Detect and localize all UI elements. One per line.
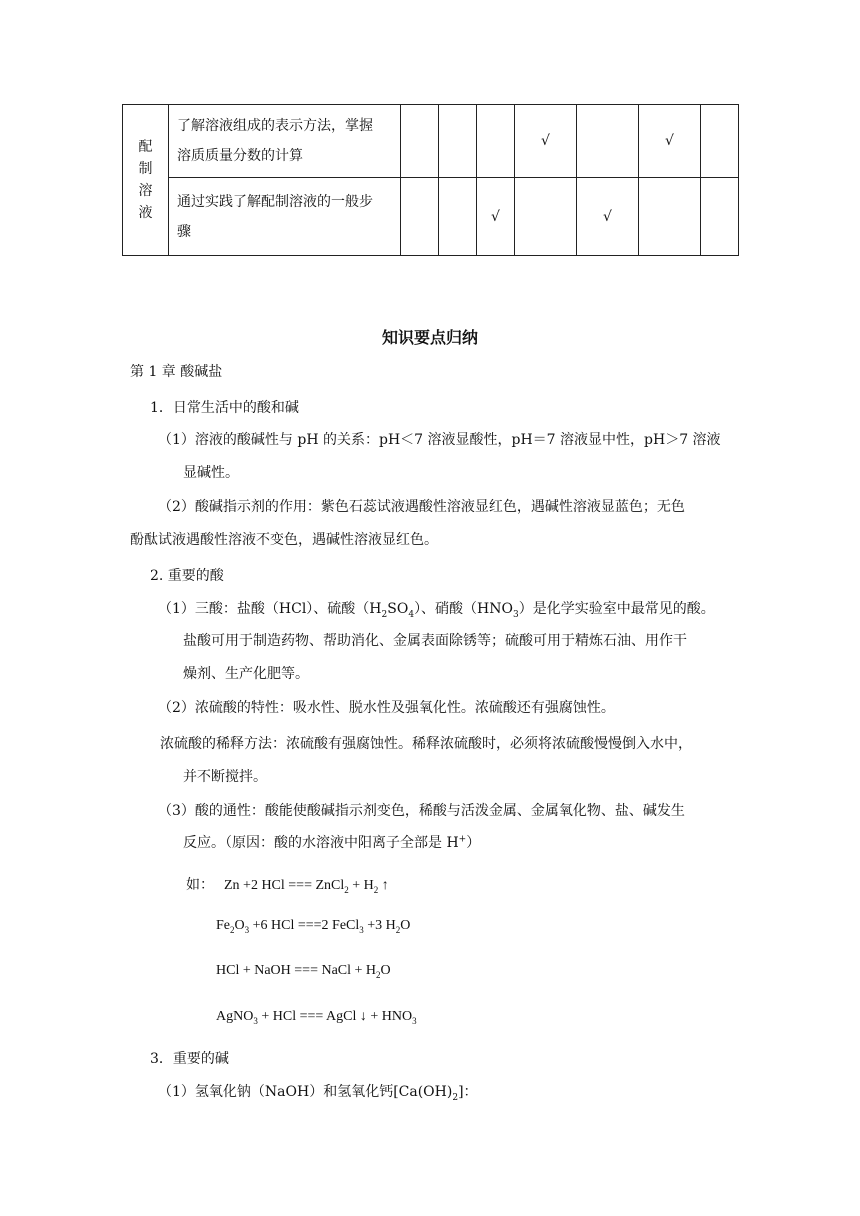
paragraph-line: （2）酸碱指示剂的作用：紫色石蕊试液遇酸性溶液显红色，遇碱性溶液显蓝色；无色 [158,499,685,515]
mark-cell [515,178,577,256]
mark-cell [701,105,739,178]
topic-char: 液 [138,205,153,221]
paragraph-line: （1）三酸：盐酸（HCl）、硫酸$(H_2SO_4)$、硝酸$(HNO_3)$是化学实验室中最常见的酸。 [158,601,715,620]
description-cell: 通过实践了解配制溶液的一般步 骤 [169,178,401,256]
paragraph-line: （1）氢氧化钠（NaOH）和氢氧化钙$[Ca(OH)_2]$： [158,1084,478,1103]
paragraph-line: 反应。（原因：酸的水溶液中阳离子全部是 H+） [183,834,481,851]
mark-cell [477,105,515,178]
equation-hcl-naoh: HCl + NaOH === NaCl + $H_2O$ [216,963,391,980]
mark-cell: √ [477,178,515,256]
table-row [123,105,739,178]
mark-cell [577,105,639,178]
paragraph-line: 盐酸可用于制造药物、帮助消化、金属表面除锈等；硫酸可用于精炼石油、用作干 [183,633,687,649]
table-row [123,178,739,256]
paragraph-line: 燥剂、生产化肥等。 [183,666,309,682]
section-title: 知识要点归纳 [381,328,478,347]
mark-cell [401,105,439,178]
equation-fe2o3-hcl: $Fe_2O_3 +6$ HCl ===2 FeCl$_3$ +3 $H_2O$ [216,918,411,935]
mark-cell: √ [639,105,701,178]
mark-cell [439,105,477,178]
topic-char: 溶 [138,183,153,199]
topic-char: 制 [138,161,153,177]
mark-cell [639,178,701,256]
paragraph-line: 浓硫酸的稀释方法：浓硫酸有强腐蚀性。稀释浓硫酸时，必须将浓硫酸慢慢倒入水中， [160,736,692,752]
paragraph-line: 并不断搅拌。 [183,769,267,785]
topic-char: 配 [138,139,153,155]
subsection-heading: 2. 重要的酸 [150,568,224,584]
mark-cell: √ [515,105,577,178]
paragraph-line: （2）浓硫酸的特性：吸水性、脱水性及强氧化性。浓硫酸还有强腐蚀性。 [158,700,615,716]
mark-cell [439,178,477,256]
requirements-table [122,104,739,256]
description-cell: 了解溶液组成的表示方法，掌握 溶质质量分数的计算 [169,105,401,178]
topic-cell [123,105,169,256]
mark-cell: √ [577,178,639,256]
paragraph-line: 显碱性。 [183,465,239,481]
chapter-heading: 第 1 章 酸碱盐 [130,364,223,380]
paragraph-line: （1）溶液的酸碱性与 pH 的关系：pH＜7 溶液显酸性，pH＝7 溶液显中性，pH＞7 溶液 [158,432,721,448]
paragraph-line: （3）酸的通性：酸能使酸碱指示剂变色，稀酸与活泼金属、金属氧化物、盐、碱发生 [158,803,685,819]
mark-cell [401,178,439,256]
equation-zn-hcl: 如： Zn +2 HCl === ZnCl$_2$ + $H_2$ ↑ [186,878,389,895]
paragraph-line: 酚酞试液遇酸性溶液不变色，遇碱性溶液显红色。 [130,532,438,548]
mark-cell [701,178,739,256]
equation-agno3-hcl: AgNO$_3$ + HCl === AgCl ↓ + $HNO_3$ [216,1009,417,1026]
subsection-heading: 3．重要的碱 [150,1051,229,1067]
subsection-heading: 1．日常生活中的酸和碱 [150,400,299,416]
